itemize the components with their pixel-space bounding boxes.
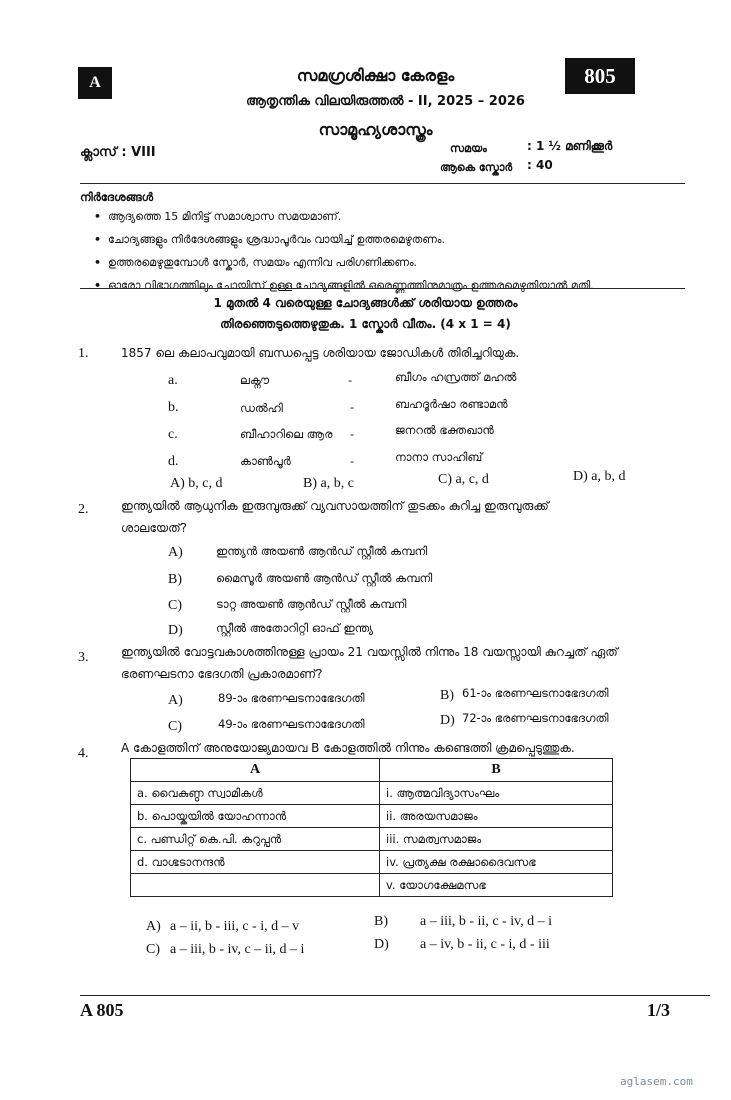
paper-code-box: 805 — [565, 58, 635, 94]
table-cell: b. പൊയ്കയിൽ യോഹന്നാൻ — [131, 805, 380, 828]
pair-dash: - — [348, 373, 353, 387]
pair-left: ലക്നൗ — [240, 373, 270, 387]
table-cell: d. വാഗ്ഭടാനന്ദൻ — [131, 851, 380, 874]
footer-paper-code: A 805 — [80, 1000, 124, 1020]
organization-title: സമഗ്രശിക്ഷാ കേരളം — [296, 66, 455, 85]
option-text: സ്റ്റീൽ അതോറിറ്റി ഓഫ് ഇന്ത്യ — [216, 621, 374, 635]
section-heading-line2: തിരഞ്ഞെടുത്തെഴുതുക. 1 സ്കോർ വീതം. (4 x 1 = 4) — [220, 317, 511, 331]
pair-left: ഡൽഹി — [240, 401, 283, 415]
answer-option: A) b, c, d — [170, 476, 223, 491]
table-row — [131, 874, 613, 897]
table-cell: iii. സമത്വസമാജം — [380, 828, 613, 851]
option-label: B) — [374, 914, 388, 929]
table-cell: i. ആത്മവിദ്യാസംഘം — [380, 782, 613, 805]
option-text: ടാറ്റ അയൺ ആൻഡ് സ്റ്റീൽ കമ്പനി — [216, 597, 407, 611]
option-label: C) — [168, 719, 182, 734]
table-cell: a. വൈകുണ്ഠ സ്വാമികൾ — [131, 782, 380, 805]
table-row — [131, 851, 613, 874]
score-value: : 40 — [527, 158, 553, 172]
question-text-line1: ഇന്ത്യയിൽ ആധുനിക ഇരുമ്പുരുക്ക് വ്യവസായത്തിന് തുടക്കം കുറിച്ച ഇരുമ്പുരുക്ക് — [121, 499, 549, 513]
option-text: a – iii, b - ii, c - iv, d – i — [420, 914, 553, 929]
time-value: : 1 ½ മണിക്കൂർ — [527, 139, 613, 153]
column-a-header: A — [131, 759, 380, 782]
option-label: D) — [440, 713, 455, 728]
question-text-line2: ശാലയേത്? — [121, 521, 188, 535]
option-text: a – iii, b - iv, c – ii, d – i — [170, 942, 305, 957]
instructions-heading: നിർദേശങ്ങൾ — [80, 190, 154, 204]
table-row — [131, 782, 613, 805]
pair-dash: - — [350, 427, 355, 441]
pair-right: ജനറൽ ഭക്തഖാൻ — [395, 423, 494, 437]
answer-option: B) a, b, c — [303, 476, 354, 491]
option-text: മൈസൂർ അയൺ ആൻഡ് സ്റ്റീൽ കമ്പനി — [216, 571, 433, 585]
section-heading-line1: 1 മുതൽ 4 വരെയുള്ള ചോദ്യങ്ങൾക്ക് ശരിയായ ഉത്തരം — [213, 296, 518, 310]
question-text: A കോളത്തിന് അനുയോജ്യമായവ B കോളത്തിൽ നിന്നും കണ്ടെത്തി ക്രമപ്പെടുത്തുക. — [121, 741, 575, 755]
option-label: D) — [168, 623, 183, 638]
option-label: C) — [168, 598, 182, 613]
option-text: 49-ാം ഭരണഘടനാഭേദഗതി — [218, 717, 365, 731]
option-label: A) — [168, 545, 183, 560]
option-label: A) — [146, 919, 161, 934]
footer-page-number: 1/3 — [647, 1000, 671, 1020]
pair-dash: - — [350, 454, 355, 468]
class-label: ക്ലാസ് : VIII — [80, 145, 156, 160]
header-divider — [80, 183, 685, 184]
table-cell: v. യോഗക്ഷേമസഭ — [380, 874, 613, 897]
option-text: ഇന്ത്യൻ അയൺ ആൻഡ് സ്റ്റീൽ കമ്പനി — [216, 544, 428, 558]
instruction-item: • ചോദ്യങ്ങളും നിർദേശങ്ങളും ശ്രദ്ധാപൂർവം വായിച്ച് ഉത്തരമെഴുതണം. — [94, 233, 445, 246]
question-text-line2: ഭരണഘടനാ ഭേദഗതി പ്രകാരമാണ്? — [121, 667, 323, 681]
option-text: 61-ാം ഭരണഘടനാഭേദഗതി — [462, 686, 609, 700]
column-b-header: B — [380, 759, 613, 782]
watermark-text: aglasem.com — [620, 1075, 693, 1088]
footer-divider — [80, 995, 710, 996]
option-text: a – iv, b - ii, c - i, d - iii — [420, 937, 550, 952]
question-number: 3. — [78, 650, 89, 665]
question-text: 1857 ലെ കലാപവുമായി ബന്ധപ്പെട്ട ശരിയായ ജോഡികൾ തിരിച്ചറിയുക. — [121, 346, 520, 360]
pair-right: നാനാ സാഹിബ് — [395, 450, 483, 464]
pair-left: കാൺപൂർ — [240, 454, 291, 468]
option-text: 89-ാം ഭരണഘടനാഭേദഗതി — [218, 691, 365, 705]
pair-label: d. — [168, 454, 179, 469]
pair-right: ബീഗം ഹസ്രത്ത് മഹൽ — [395, 370, 517, 384]
pair-label: c. — [168, 427, 178, 442]
pair-left: ബീഹാറിലെ ആര — [240, 427, 333, 441]
time-label: സമയം — [450, 142, 487, 155]
instruction-item: • ഉത്തരമെഴുതുമ്പോൾ സ്കോർ, സമയം എന്നിവ പരിഗണിക്കണം. — [94, 256, 418, 269]
option-label: D) — [374, 937, 389, 952]
question-text-line1: ഇന്ത്യയിൽ വോട്ടവകാശത്തിനുള്ള പ്രായം 21 വയസ്സിൽ നിന്നും 18 വയസ്സായി കുറച്ചത് ഏത് — [121, 645, 618, 659]
option-label: C) — [146, 942, 160, 957]
table-cell — [131, 874, 380, 897]
table-cell: c. പണ്ഡിറ്റ് കെ.പി. കറുപ്പൻ — [131, 828, 380, 851]
question-number: 2. — [78, 502, 89, 517]
score-label: ആകെ സ്കോർ — [440, 161, 513, 174]
option-label: A) — [168, 693, 183, 708]
option-label: B) — [168, 572, 182, 587]
table-row — [131, 828, 613, 851]
pair-right: ബഹദൂർഷാ രണ്ടാമൻ — [395, 397, 508, 411]
instruction-item: • ഓരോ വിഭാഗത്തിലും ചോയിസ് ഉള്ള ചോദ്യങ്ങളിൽ ഒരെണ്ണത്തിനുമാത്രം ഉത്തരമെഴുതിയാൽ മതി. — [94, 279, 594, 292]
pair-label: a. — [168, 373, 178, 388]
answer-option: D) a, b, d — [573, 469, 626, 484]
question-number: 1. — [78, 346, 89, 361]
instructions-divider — [80, 288, 685, 289]
question-number: 4. — [78, 746, 89, 761]
table-cell: ii. അരയസമാജം — [380, 805, 613, 828]
table-row — [131, 805, 613, 828]
option-label: B) — [440, 688, 454, 703]
pair-dash: - — [350, 400, 355, 414]
option-text: 72-ാം ഭരണഘടനാഭേദഗതി — [462, 711, 609, 725]
table-cell: iv. പ്രത്യക്ഷ രക്ഷാദൈവസഭ — [380, 851, 613, 874]
set-label-box: A — [78, 67, 112, 99]
match-table — [130, 758, 613, 897]
instruction-item: • ആദ്യത്തെ 15 മിനിട്ട് സമാശ്വാസ സമയമാണ്. — [94, 210, 342, 223]
subject-title: സാമൂഹ്യശാസ്ത്രം — [318, 120, 433, 139]
table-header-row — [131, 759, 613, 782]
exam-name: ആതൃന്തിക വിലയിരുത്തൽ - II, 2025 – 2026 — [246, 94, 525, 109]
option-text: a – ii, b - iii, c - i, d – v — [170, 919, 300, 934]
pair-label: b. — [168, 400, 179, 415]
answer-option: C) a, c, d — [438, 472, 489, 487]
